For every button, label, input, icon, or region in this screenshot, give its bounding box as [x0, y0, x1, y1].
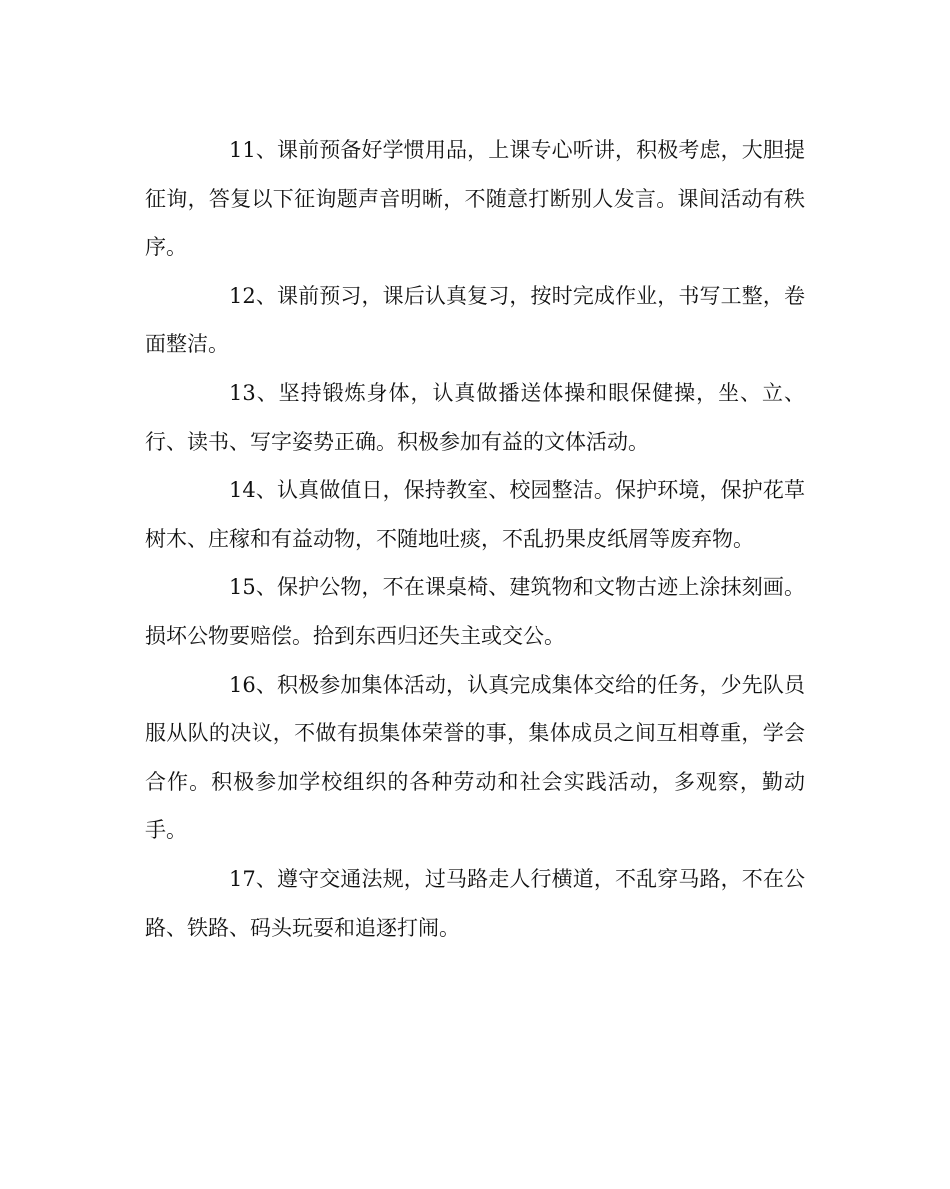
paragraph-rule-14: 14、认真做值日，保持教室、校园整洁。保护环境，保护花草树木、庄稼和有益动物，不随地吐痰，不乱扔果皮纸屑等废弃物。	[145, 478, 805, 551]
paragraph-rule-15: 15、保护公物，不在课桌椅、建筑物和文物古迹上涂抹刻画。损坏公物要赔偿。拾到东西归还失主或交公。	[145, 575, 805, 648]
paragraph-rule-16: 16、积极参加集体活动，认真完成集体交给的任务，少先队员服从队的决议，不做有损集体荣誉的事，集体成员之间互相尊重，学会合作。积极参加学校组织的各种劳动和社会实践活动，多观察，勤动手。	[145, 672, 805, 843]
paragraph-rule-17: 17、遵守交通法规，过马路走人行横道，不乱穿马路，不在公路、铁路、码头玩耍和追逐打闹。	[145, 866, 805, 940]
paragraph-rule-11: 11、课前预备好学惯用品，上课专心听讲，积极考虑，大胆提征询，答复以下征询题声音明晰，不随意打断别人发言。课间活动有秩序。	[145, 138, 805, 260]
document-body	[145, 126, 805, 952]
paragraph-rule-13: 13、坚持锻炼身体，认真做播送体操和眼保健操，坐、立、行、读书、写字姿势正确。积极参加有益的文体活动。	[145, 380, 805, 454]
paragraph-rule-12: 12、课前预习，课后认真复习，按时完成作业，书写工整，卷面整洁。	[145, 283, 805, 357]
